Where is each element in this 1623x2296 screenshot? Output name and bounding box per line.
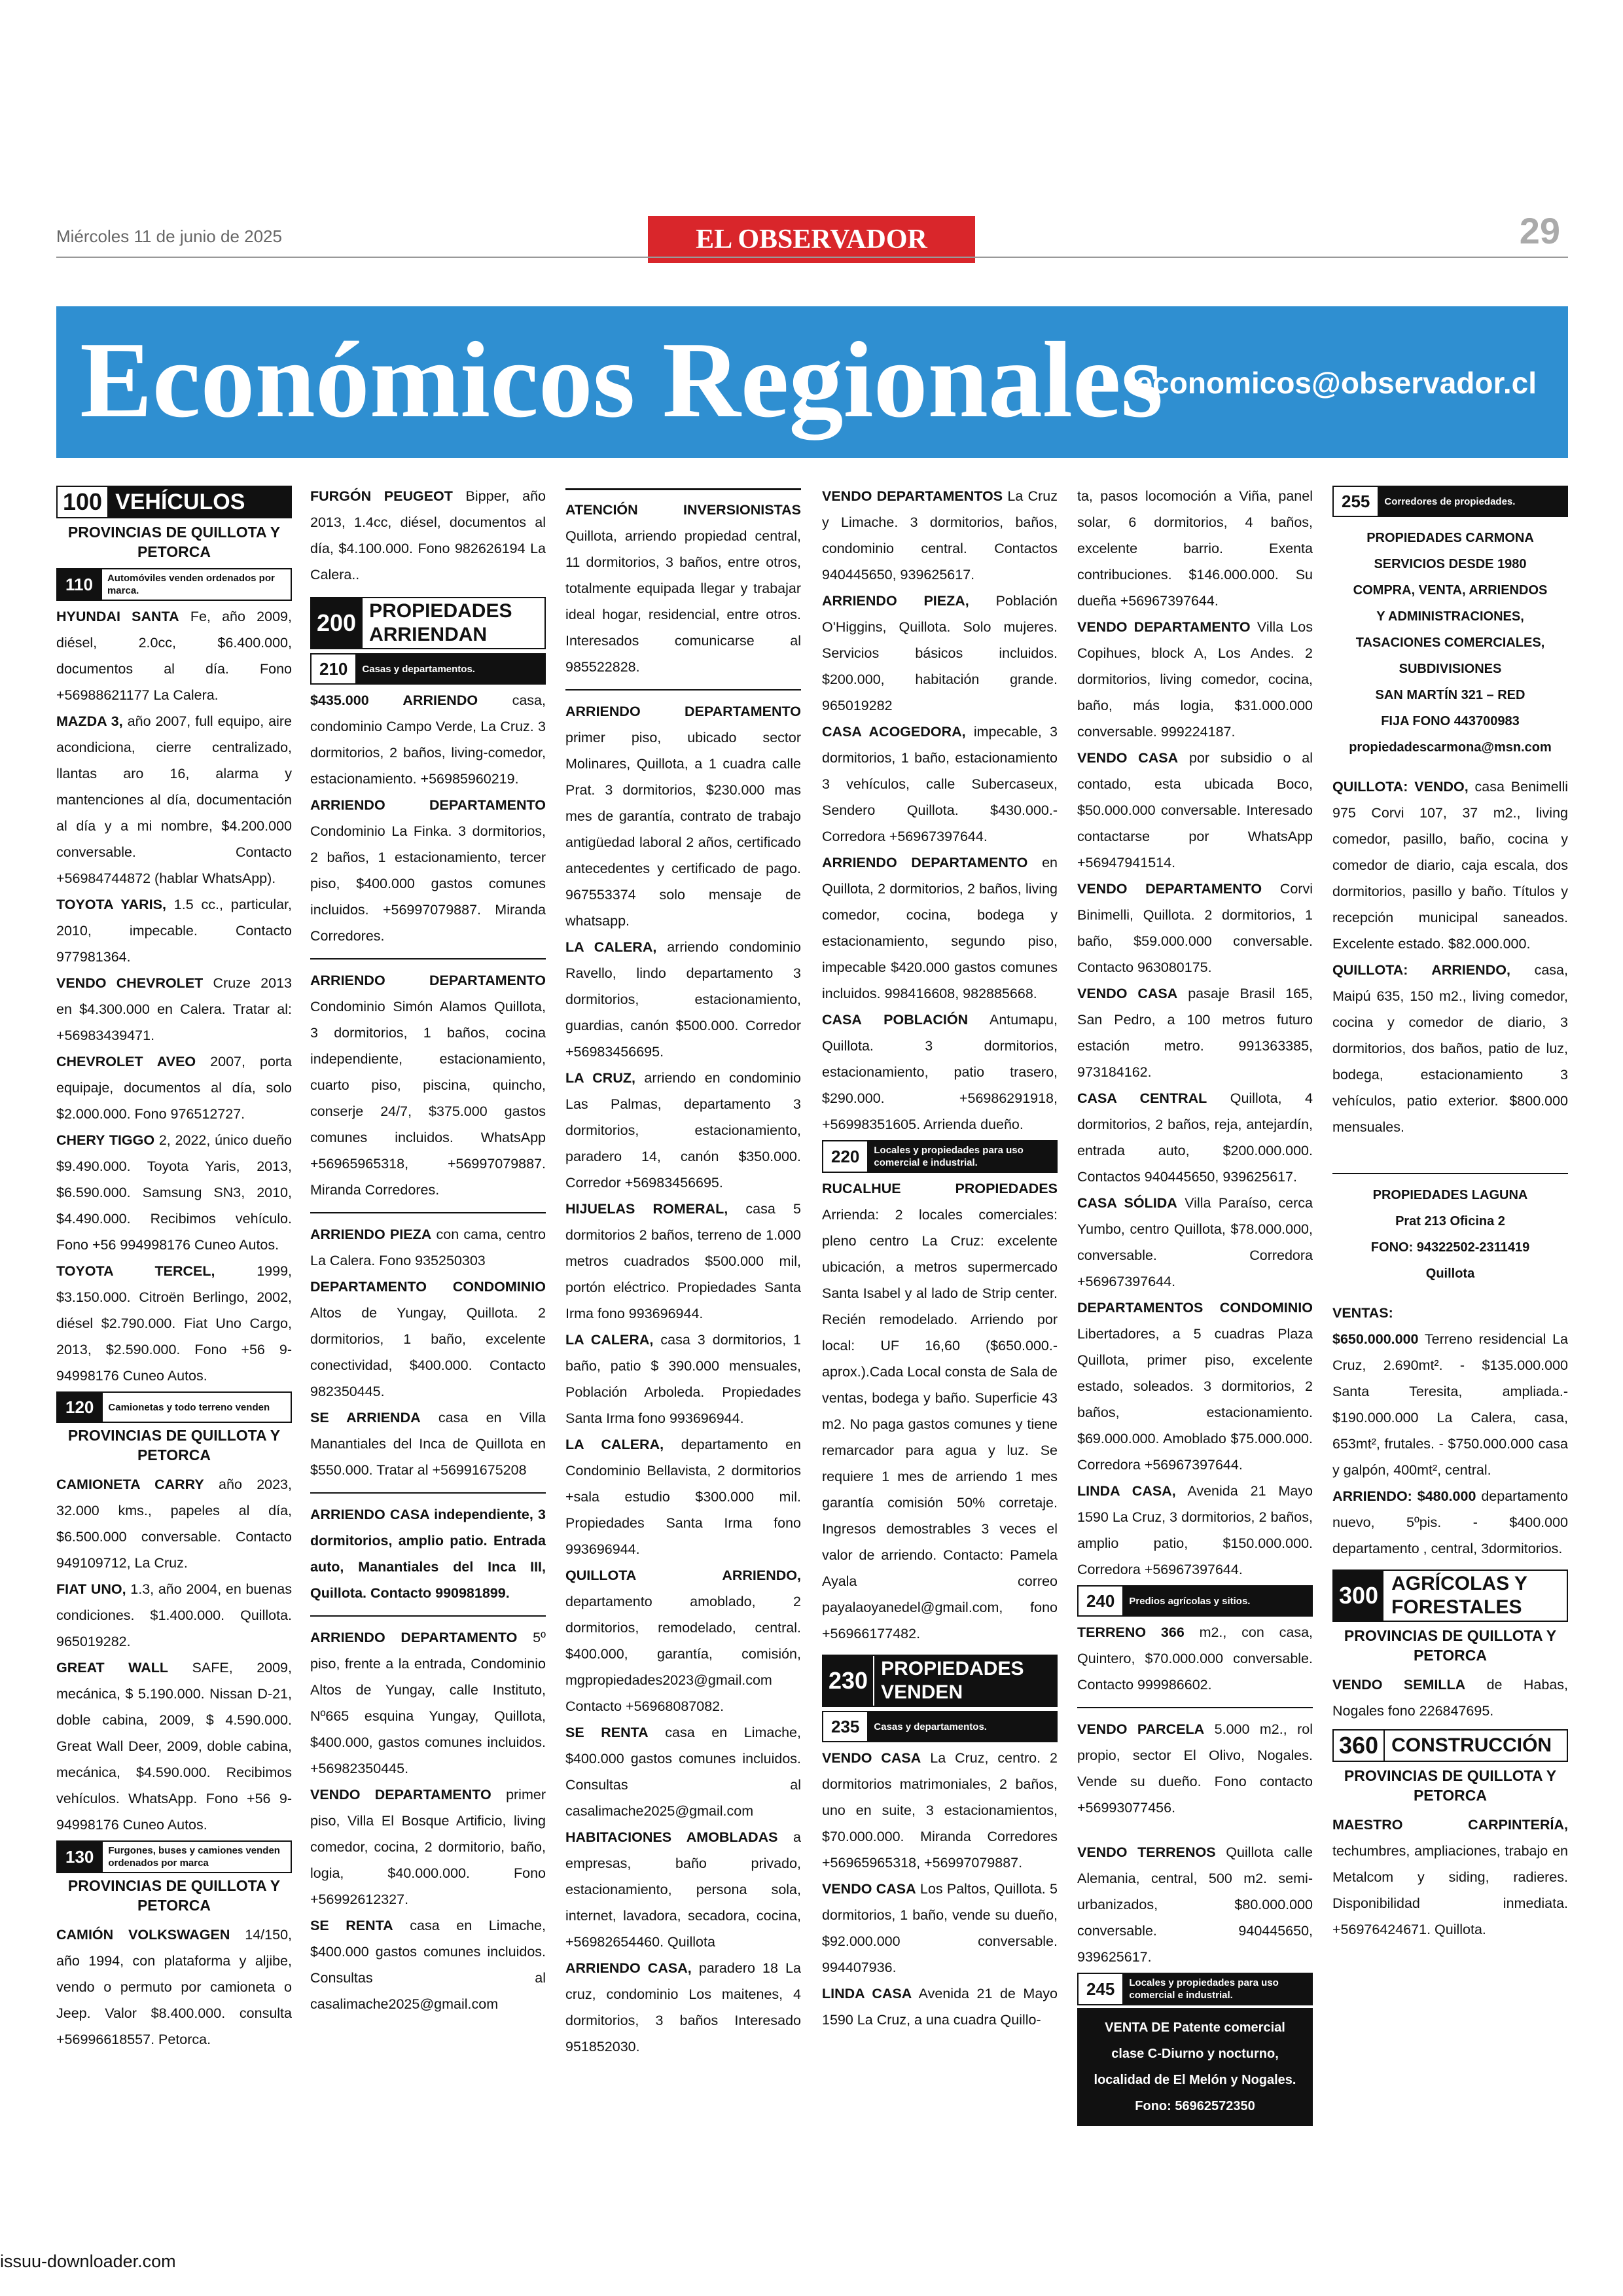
section-110-header [56,568,292,601]
classified-ad: ARRIENDO CASA, paradero 18 La cruz, condominio Los maitenes, 4 dormitorios, 3 baños Interesado 951852030. [565,1960,801,2054]
section-number: 300 [1334,1571,1385,1621]
classified-ad: LINDA CASA, Avenida 21 Mayo 1590 La Cruz, 3 dormitorios, 2 baños, amplio patio, $150.000.000. Corredora +56967397644. [1077,1483,1313,1577]
classified-ad: CAMIONETA CARRY año 2023, 32.000 kms., papeles al día, $6.500.000 conversable. Contacto 949109712, La Cruz. [56,1477,292,1571]
classified-ad: VENDO CHEVROLET Cruze 2013 en $4.300.000 en Calera. Tratar al: +56983439471. [56,975,292,1043]
classified-ad: CASA SÓLIDA Villa Paraíso, cerca Yumbo, centro Quillota, $78.000.000, conversable. Corredora +56967397644. [1077,1195,1313,1289]
classified-ad: QUILLOTA: VENDO, casa Benimelli 975 Corvi 107, 37 m2., living comedor, pasillo, baño, cocina y comedor de diario, caja escala, dos dormitorios, pasillo y baño. Títulos y recepción municipal saneados. Excelente estado. $82.000.000. [1332,779,1569,952]
carmona-line: SUBDIVISIONES [1399,662,1502,676]
province-label: PROVINCIAS DE QUILLOTA Y PETORCA [67,1877,281,1914]
classified-ad: MAESTRO CARPINTERÍA, techumbres, ampliaciones, trabajo en Metalcom y siding, radieres. Disponibilidad inmediata. +56976424671. Quillota. [1332,1817,1568,1937]
section-300-header [1332,1570,1568,1622]
classified-ad: FIAT UNO, 1.3, año 2004, en buenas condiciones. $1.400.000. Quillota. 965019282. [56,1581,292,1649]
section-title: Locales y propiedades para uso comercial e industrial. [868,1141,1056,1172]
carmona-listing [1332,525,1568,761]
carmona-line: SERVICIOS DESDE 1980 [1374,557,1527,571]
section-title: VEHÍCULOS [109,487,291,517]
section-number: 130 [58,1842,103,1872]
section-210-header [310,653,546,685]
classified-ad: VENDO SEMILLA de Habas, Nogales fono 226847695. [1332,1677,1568,1719]
ventas-heading: VENTAS: [1332,1305,1393,1321]
divider [565,689,801,691]
watermark-footer: issuu-downloader.com [0,2251,176,2271]
divider [310,958,546,960]
section-number: 120 [58,1393,103,1422]
classified-ad: LA CALERA, departamento en Condominio Bellavista, 2 dormitorios +sala estudio $300.000 mil. Propiedades Santa Irma fono 993696944. [565,1437,801,1557]
classified-ad: DEPARTAMENTO CONDOMINIO Altos de Yungay, Quillota. 2 dormitorios, 1 baño, excelente conectividad, $400.000. Contacto 982350445. [310,1279,546,1399]
section-number: 210 [312,655,357,683]
classified-ad: TERRENO 366 m2., con casa, Quintero, $70.000.000 conversable. Contacto 999986602. [1077,1624,1313,1693]
section-number: 240 [1079,1587,1124,1615]
province-label: PROVINCIAS DE QUILLOTA Y PETORCA [1344,1627,1557,1664]
classified-ad: $435.000 ARRIENDO casa, condominio Campo Verde, La Cruz. 3 dormitorios, 2 baños, living-comedor, estacionamiento. +56985960219. [310,692,546,787]
classified-ad: CASA POBLACIÓN Antumapu, Quillota. 3 dormitorios, estacionamiento, patio trasero, $290.000. +56986291918, +56998351605. Arrienda dueño. [822,1012,1058,1132]
laguna-line: Prat 213 Oficina 2 [1395,1214,1505,1229]
classified-ad: LA CALERA, casa 3 dormitorios, 1 baño, patio $ 390.000 mensuales, Población Arboleda. Propiedades Santa Irma fono 993696944. [565,1332,801,1426]
carmona-line: PROPIEDADES CARMONA [1366,531,1534,545]
banner-title: Económicos Regionales [80,319,1164,440]
classified-ad: VENDO DEPARTAMENTOS La Cruz y Limache. 3 dormitorios, baños, condominio central. Contactos 940445650, 939625617. [822,488,1058,583]
classified-ad: ARRIENDO DEPARTAMENTO en Quillota, 2 dormitorios, 2 baños, living comedor, cocina, bodega y estacionamiento, segundo piso, impecable $420.000 gastos comunes incluidos. 998416608, 982885668. [822,855,1058,1001]
classified-ad: TOYOTA YARIS, 1.5 cc., particular, 2010, impecable. Contacto 977981364. [56,897,292,965]
classified-ad: HABITACIONES AMOBLADAS a empresas, baño privado, estacionamiento, persona sola, internet, lavadora, secadora, cocina, +56982654460. Quillota [565,1829,801,1950]
section-title: AGRÍCOLAS Y FORESTALES [1385,1571,1567,1621]
column-3 [565,483,801,2060]
patent-sale-box: VENTA DE Patente comercial clase C-Diurno y nocturno, localidad de El Melón y Nogales. Fono: 56962572350 [1077,2008,1313,2126]
classified-ad: DEPARTAMENTOS CONDOMINIO Libertadores, a 5 cuadras Plaza Quillota, primer piso, excelente estado, soleados. 3 dormitorios, 2 baños, estacionamiento. $69.000.000. Amoblado $75.000.000. Corredora +56967397644. [1077,1300,1313,1473]
section-number: 360 [1334,1731,1385,1761]
page-number: 29 [1519,210,1560,251]
section-255-header [1332,486,1568,517]
classified-ad: ARRIENDO DEPARTAMENTO primer piso, ubicado sector Molinares, Quillota, a 1 cuadra calle Prat. 3 dormitorios, $230.000 mas mes de garantía, contrato de trabajo antigüedad laboral 2 años, certificado antecedentes y certificado de pago. 967553374 solo mensaje de whatsapp. [565,704,801,929]
classified-ad: VENDO PARCELA 5.000 m2., rol propio, sector El Olivo, Nogales. Vende su dueño. Fono contacto +56993077456. [1077,1721,1313,1816]
classified-ad: VENDO TERRENOS Quillota calle Alemania, central, 500 m2. semi-urbanizados, $80.000.000 conversable. 940445650, 939625617. [1077,1844,1313,1965]
divider [310,1492,546,1494]
section-number: 110 [58,569,102,600]
classified-ad: ta, pasos locomoción a Viña, panel solar, 6 dormitorios, 4 baños, excelente barrio. Exenta contribuciones. $146.000.000. Su dueña +56967397644. [1077,488,1313,609]
section-banner [56,306,1568,458]
classified-ad: ARRIENDO PIEZA con cama, centro La Calera. Fono 935250303 [310,1227,546,1268]
classified-ad: ARRIENDO DEPARTAMENTO Condominio La Finka. 3 dormitorios, 2 baños, 1 estacionamiento, tercer piso, $400.000 gastos comunes incluidos. +56997079887. Miranda Corredores. [310,797,546,944]
section-200-header [310,597,546,649]
classified-ad: ATENCIÓN INVERSIONISTAS Quillota, arriendo propiedad central, 11 dormitorios, 3 baños, entre otros, totalmente equipada llegar y trabajar ideal hogar, residencial, entre otros. Interesados comunicarse al 985522828. [565,502,801,675]
classified-ad: SE RENTA casa en Limache, $400.000 gastos comunes incluidos. Consultas al casalimache2025@gmail.com [565,1725,801,1819]
section-number: 255 [1334,487,1379,516]
section-number: 235 [823,1712,868,1741]
section-title: Casas y departamentos. [357,655,544,683]
column-6 [1332,483,1568,1943]
column-4 [822,483,1058,2033]
classified-ad: QUILLOTA: ARRIENDO, casa, Maipú 635, 150 m2., living comedor, cocina y comedor de diario, 3 dormitorios, dos baños, patio de luz, bodega, estacionamiento 3 vehículos, patio exterior. $800.000 mensuales. [1332,962,1568,1135]
divider [310,1615,546,1617]
column-5 [1077,483,1313,2126]
masthead-logo: EL OBSERVADOR [648,216,975,263]
classified-ad: VENDO CASA Los Paltos, Quillota. 5 dormitorios, 1 baño, vende su dueño, $92.000.000 conversable. 994407936. [822,1881,1058,1975]
section-235-header [822,1711,1058,1742]
classified-ad: CHEVROLET AVEO 2007, porta equipaje, documentos al día, solo $2.000.000. Fono 976512727. [56,1054,292,1122]
section-number: 230 [823,1656,874,1706]
classified-ad: GREAT WALL SAFE, 2009, mecánica, $ 5.190.000. Nissan D-21, doble cabina, 2009, $ 4.590.000. Great Wall Deer, 2009, doble cabina, mecánica, $4.590.000. Recibimos vehículos. WhatsApp. Fono +56 9-94998176 Cuneo Autos. [56,1660,292,1833]
carmona-line: Y ADMINISTRACIONES, [1376,609,1524,624]
column-1 [56,483,292,2053]
section-245-header [1077,1973,1313,2005]
section-360-header [1332,1729,1568,1762]
section-number: 100 [58,487,109,517]
carmona-line: COMPRA, VENTA, ARRIENDOS [1353,583,1548,598]
classified-ad: CASA CENTRAL Quillota, 4 dormitorios, 2 baños, reja, antejardín, entrada auto, $200.000.000. Contactos 940445650, 939625617. [1077,1090,1313,1185]
classified-ad: ARRIENDO DEPARTAMENTO 5º piso, frente a la entrada, Condominio Altos de Yungay, calle Instituto, Nº665 esquina Yungay, Quillota, $400.000, gastos comunes incluidos. +56982350445. [310,1630,546,1776]
province-label: PROVINCIAS DE QUILLOTA Y PETORCA [67,1427,281,1463]
divider [565,488,801,490]
classified-ad: VENDO CASA La Cruz, centro. 2 dormitorios matrimoniales, 2 baños, uno en suite, 3 estacionamientos, $70.000.000. Miranda Corredores +56965965318, +56997079887. [822,1750,1058,1871]
section-title: CONSTRUCCIÓN [1385,1731,1567,1761]
classified-ad: QUILLOTA ARRIENDO, departamento amoblado, 2 dormitorios, remodelado, central. $400.000, garantía, comisión, mgpropiedades2023@gmail.com Contacto +56968087082. [565,1568,801,1714]
classified-ad: ARRIENDO CASA independiente, 3 dormitorios, amplio patio. Entrada auto, Manantiales del Inca III, Quillota. Contacto 990981899. [310,1507,546,1601]
header-divider [56,257,1568,258]
divider [310,1212,546,1213]
classified-ad: ARRIENDO PIEZA, Población O'Higgins, Quillota. Solo mujeres. Servicios básicos incluidos. $200.000, habitación grande. 965019282 [822,593,1058,713]
section-title: Casas y departamentos. [868,1712,1056,1741]
classified-ad: VENDO CASA por subsidio o al contado, esta ubicada Boco, $50.000.000 conversable. Interesado contactarse por WhatsApp +56947941514. [1077,750,1313,870]
section-120-header [56,1391,292,1423]
page-header [56,209,1568,268]
section-title: Predios agrícolas y sitios. [1124,1587,1311,1615]
section-title: PROPIEDADES VENDEN [874,1656,1056,1706]
classified-ad: CHERY TIGGO 2, 2022, único dueño $9.490.000. Toyota Yaris, 2013, $6.590.000. Samsung SN3, 2010, $4.490.000. Recibimos vehículo. Fono +56 994998176 Cuneo Autos. [56,1132,293,1253]
laguna-listing [1332,1182,1568,1287]
classified-ad: ARRIENDO DEPARTAMENTO Condominio Simón Alamos Quillota, 3 dormitorios, 1 baños, cocina independiente, estacionamiento, cuarto piso, piscina, quincho, conserje 24/7, $375.000 gastos comunes incluidos. WhatsApp +56965965318, +56997079887. Miranda Corredores. [310,973,546,1198]
classified-ad: LA CALERA, arriendo condominio Ravello, lindo departamento 3 dormitorios, estacionamiento, guardias, canón $500.000. Corredor +56983456695. [565,939,801,1060]
classified-ad: $650.000.000 Terreno residencial La Cruz, 2.690mt². - $135.000.000 Santa Teresita, ampliada.- $190.000.000 La Calera, casa, 653mt², frutales. - $750.000.000 casa y galpón, 400mt², central. [1332,1331,1568,1478]
classified-ad: MAZDA 3, año 2007, full equipo, aire acondiciona, cierre centralizado, llantas aro 16, alarma y mantenciones al día, documentación al día y a mi nombre, $4.200.000 conversable. Contacto +56984744872 (hablar WhatsApp). [56,713,292,886]
issue-date: Miércoles 11 de junio de 2025 [56,226,282,246]
section-number: 220 [823,1141,868,1172]
carmona-line: TASACIONES COMERCIALES, [1355,636,1545,650]
classified-ad: HIJUELAS ROMERAL, casa 5 dormitorios 2 baños, terreno de 1.000 metros cuadrados $500.000 mil, portón eléctrico. Propiedades Santa Irma fono 993696944. [565,1201,801,1321]
province-label: PROVINCIAS DE QUILLOTA Y PETORCA [1344,1767,1557,1804]
classified-ad: VENDO CASA pasaje Brasil 165, San Pedro, a 100 metros futuro estación metro. 991363385, 973184162. [1077,986,1313,1080]
section-220-header [822,1140,1058,1173]
spacer [1077,1830,1313,1831]
contact-email[interactable]: economicos@observador.cl [1135,366,1537,400]
classified-ad: LINDA CASA Avenida 21 de Mayo 1590 La Cruz, a una cuadra Quillo- [822,1986,1058,2028]
laguna-line: PROPIEDADES LAGUNA [1372,1188,1528,1202]
classified-ad: RUCALHUE PROPIEDADES Arrienda: 2 locales comerciales: pleno centro La Cruz: excelente ubicación, a metros supermercado Santa Isabel y al lado de Strip center. Recién remodelado. Arriendo por local: UF 16,60 ($650.000.- aprox.).Cada Local consta de Sala de ventas, bodega y baño. Superficie 43 m2. No paga gastos comunes y tiene remarcador para agua y luz. Se requiere 1 mes de arriendo 1 mes garantía comisión 50% corretaje. Ingresos demostrables 3 veces el valor de arriendo. Contacto: Pamela Ayala correo payalaoyanedel@gmail.com, fono +56966177482. [822,1181,1058,1641]
classified-ad: ARRIENDO: $480.000 departamento nuevo, 5ºpis. - $400.000 departamento , central, 3dormitorios. [1332,1488,1568,1556]
province-label: PROVINCIAS DE QUILLOTA Y PETORCA [67,524,281,560]
section-title: Furgones, buses y camiones venden ordenados por marca [103,1842,291,1872]
classified-ad: FURGÓN PEUGEOT Bipper, año 2013, 1.4cc, diésel, documentos al día, $4.100.000. Fono 982626194 La Calera.. [310,488,546,583]
section-number: 200 [312,598,363,648]
laguna-line: FONO: 94322502-2311419 [1370,1240,1530,1255]
classified-ad: SE RENTA casa en Limache, $400.000 gastos comunes incluidos. Consultas al casalimache2025@gmail.com [310,1918,546,2012]
section-230-header [822,1655,1058,1707]
laguna-line: Quillota [1425,1266,1475,1281]
classified-ad: VENDO DEPARTAMENTO primer piso, Villa El Bosque Artificio, living comedor, cocina, 2 dormitorio, baño, logia, $40.000.000. Fono +56992612327. [310,1787,546,1907]
classified-ad: CAMIÓN VOLKSWAGEN 14/150, año 1994, con plataforma y aljibe, vendo o permuto por camioneta o Jeep. Valor $8.400.000. consulta +56996618557. Petorca. [56,1927,292,2047]
classified-ad: SE ARRIENDA casa en Villa Manantiales del Inca de Quillota en $550.000. Tratar al +56991675208 [310,1410,546,1478]
classified-ad: CASA ACOGEDORA, impecable, 3 dormitorios, 1 baño, estacionamiento 3 vehículos, calle Subercaseux, Sendero Quillota. $430.000.- Corredora +56967397644. [822,724,1058,844]
section-title: Corredores de propiedades. [1379,487,1567,516]
classified-ad: HYUNDAI SANTA Fe, año 2009, diésel, 2.0cc, $6.400.000, documentos al día. Fono +56988621177 La Calera. [56,609,292,703]
divider [1077,1707,1313,1708]
section-title: Automóviles venden ordenados por marca. [102,569,291,600]
classified-ad: TOYOTA TERCEL, 1999, $3.150.000. Citroën Berlingo, 2002, diésel $2.790.000. Fiat Uno Cargo, 2013, $2.590.000. Fono +56 9-94998176 Cuneo Autos. [56,1263,292,1384]
section-number: 245 [1079,1974,1124,2004]
classified-ad: VENDO DEPARTAMENTO Villa Los Copihues, block A, Los Andes. 2 dormitorios, living comedor, cocina, baño, más logia, $31.000.000 conversable. 999224187. [1077,619,1313,740]
section-title: Locales y propiedades para uso comercial e industrial. [1124,1974,1311,2004]
carmona-line: FIJA FONO 443700983 [1381,714,1520,728]
section-100-header [56,486,292,518]
classified-ad: VENDO DEPARTAMENTO Corvi Binimelli, Quillota. 2 dormitorios, 1 baño, $59.000.000 conversable. Contacto 963080175. [1077,881,1313,975]
column-2 [310,483,546,2017]
section-130-header [56,1840,292,1873]
divider [1332,1173,1568,1174]
classified-ad: LA CRUZ, arriendo en condominio Las Palmas, departamento 3 dormitorios, estacionamiento, paradero 14, canón $350.000. Corredor +56983456695. [565,1070,801,1191]
section-title: PROPIEDADES ARRIENDAN [363,598,544,648]
section-title: Camionetas y todo terreno venden [103,1393,291,1422]
carmona-email[interactable]: propiedadescarmona@msn.com [1349,740,1552,755]
carmona-line: SAN MARTÍN 321 – RED [1375,688,1525,702]
section-240-header [1077,1585,1313,1617]
